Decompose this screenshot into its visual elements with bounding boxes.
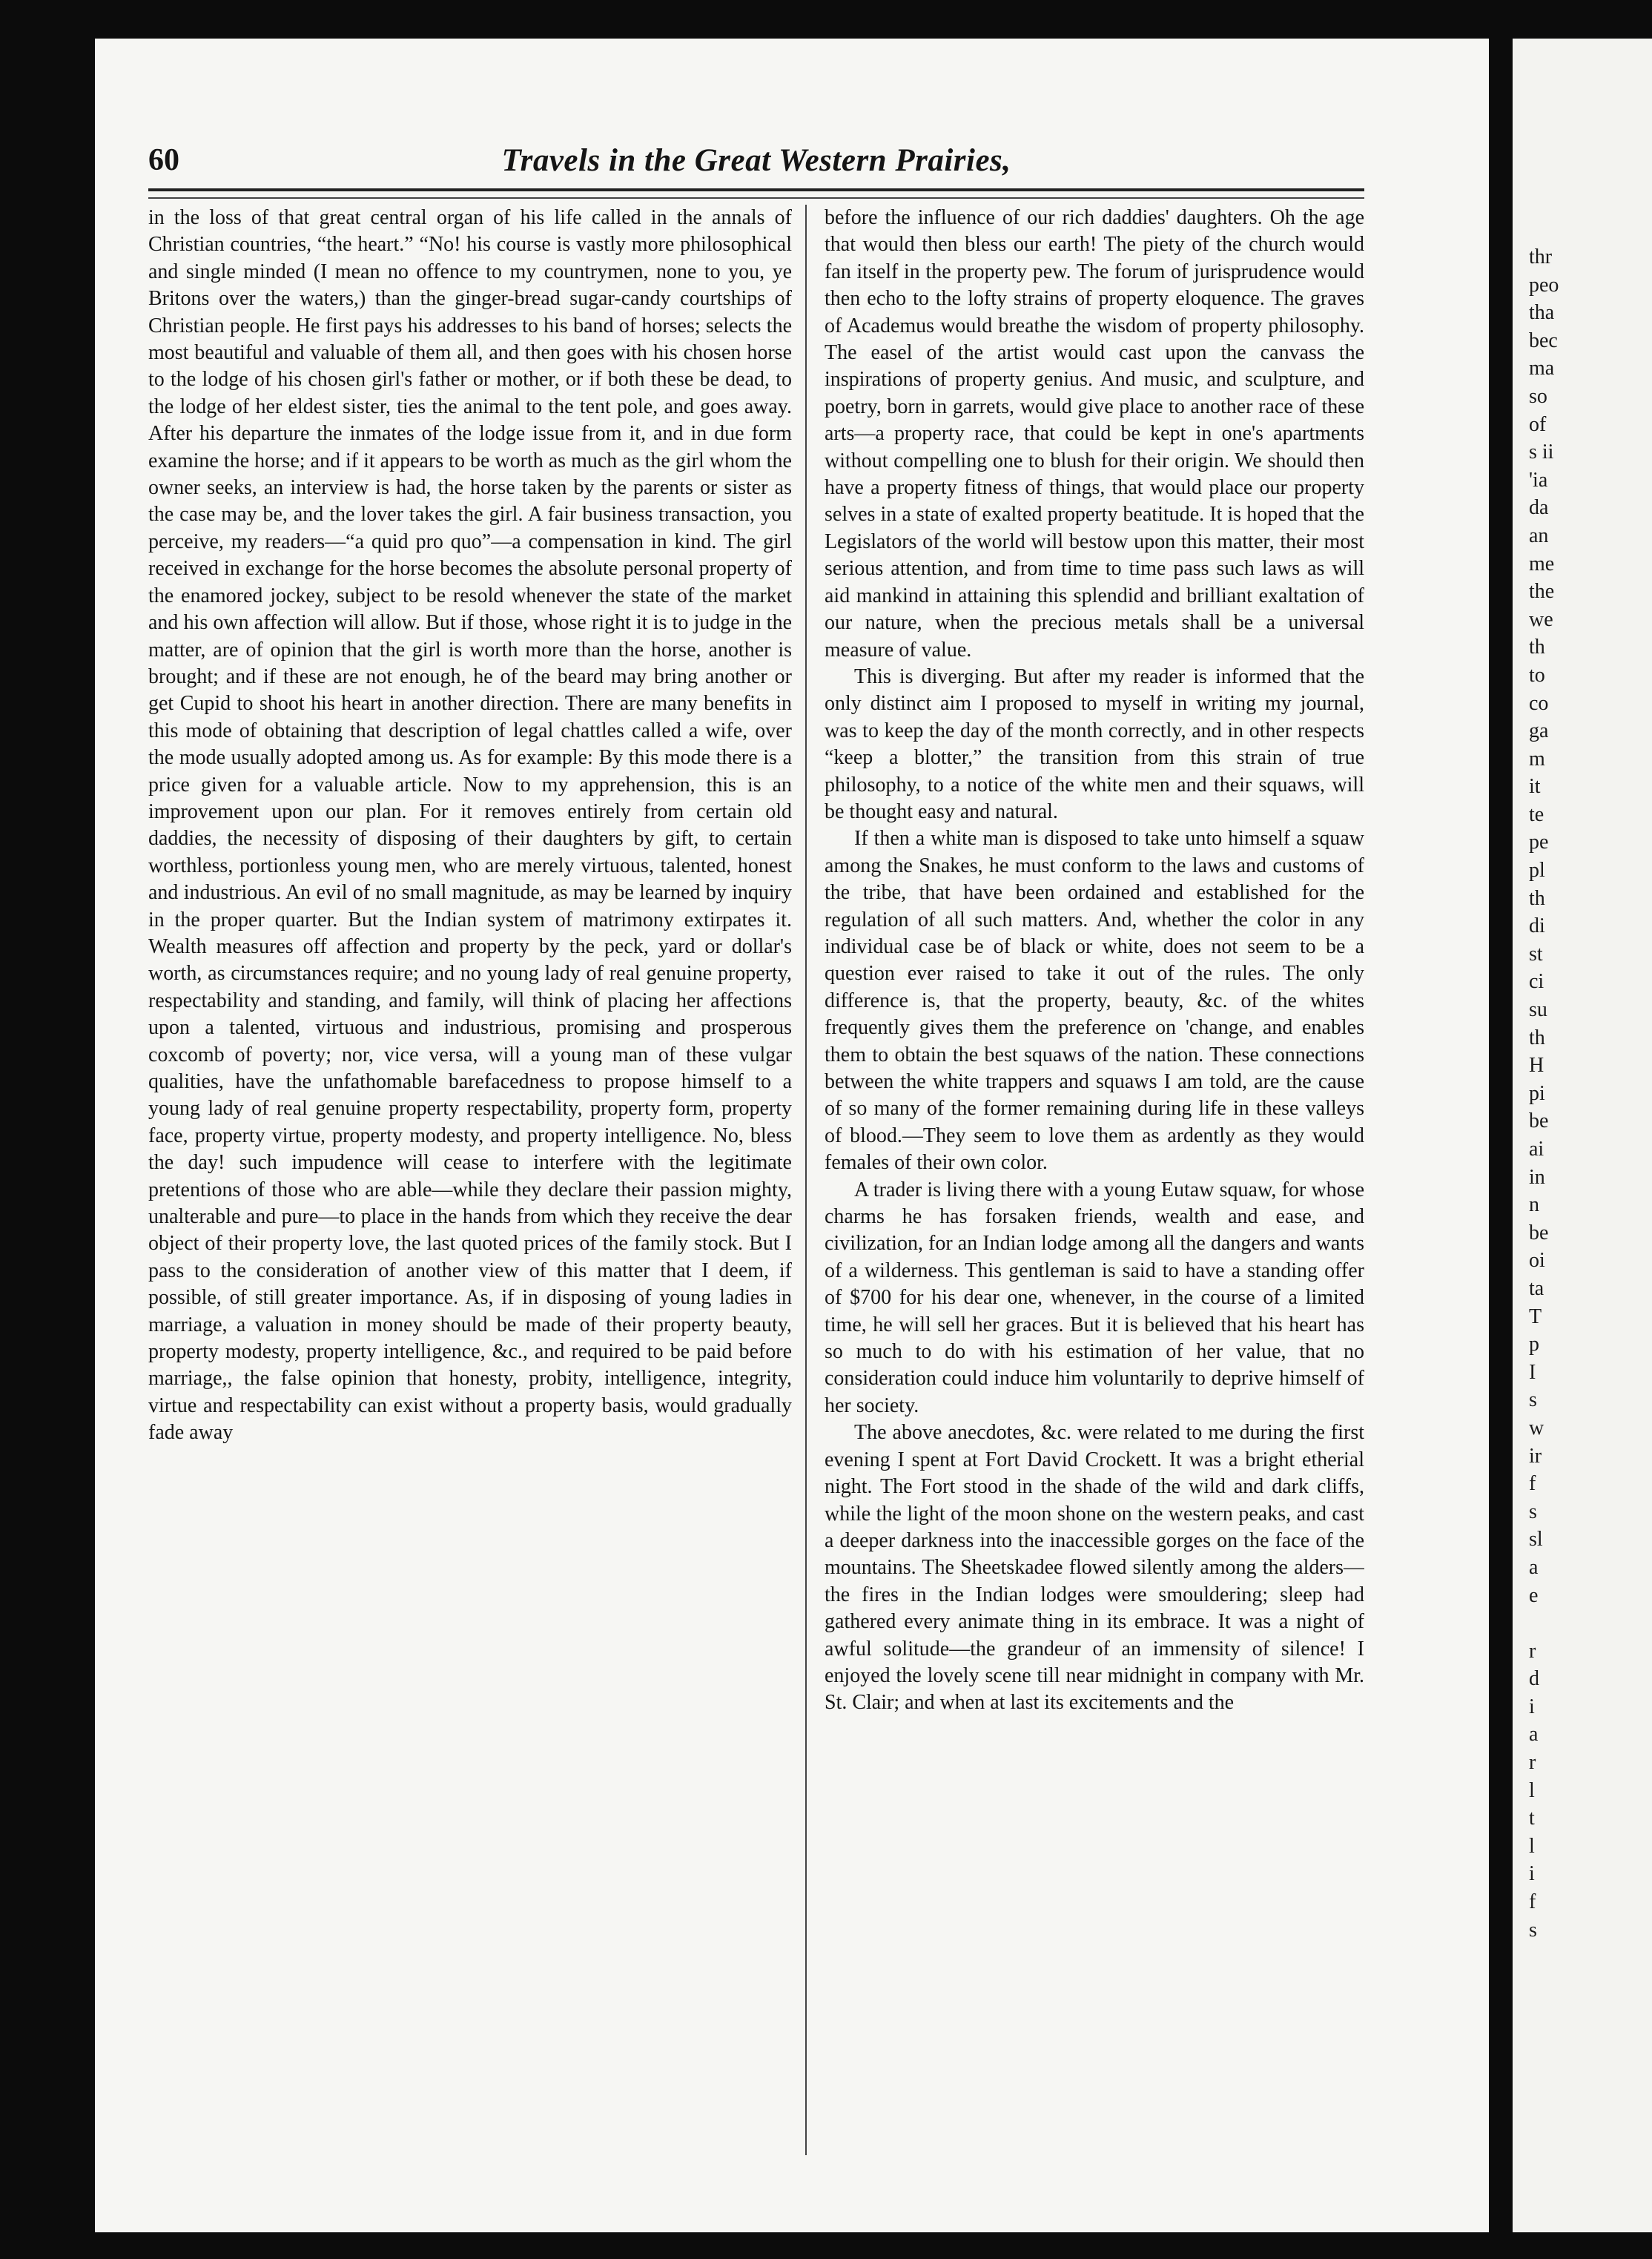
adjacent-page-fragment: co [1529,691,1549,715]
adjacent-page-fragment: ga [1529,719,1549,743]
adjacent-page-fragment: e [1529,1583,1539,1607]
adjacent-page-fragment: be [1529,1109,1549,1133]
adjacent-page-fragment: pe [1529,831,1549,854]
adjacent-page-fragment: me [1529,552,1555,576]
adjacent-page-fragment: r [1529,1751,1536,1775]
adjacent-page-fragment: a [1529,1555,1539,1579]
adjacent-page-fragment: it [1529,775,1541,799]
adjacent-page-fragment: an [1529,524,1549,547]
right-column [825,205,1364,2163]
adjacent-page-fragment: t [1529,1807,1535,1830]
adjacent-page-fragment: s [1529,1388,1537,1412]
left-column [148,205,792,2163]
adjacent-page-fragment: su [1529,998,1547,1022]
adjacent-page-fragment: H [1529,1054,1544,1078]
adjacent-page-fragment: m [1529,747,1545,771]
adjacent-page-fragment: r [1529,1639,1536,1663]
adjacent-page-fragment: th [1529,1026,1545,1049]
paragraph: The above anecdotes, &c. were related to me during the first evening I spent at Fort David Crockett. It was a bright etherial night. The Fort stood in the shade of the wild and dark cliffs, while the light of the moon shone on the western peaks, and cast a deeper darkness into the inaccessible gorges on the face of the mountains. The Sheetskadee flowed silently among the alders—the fires in the Indian lodges were smouldering; sleep had gathered every animate thing in its embrace. It was a night of awful solitude—the grandeur of an immensity of silence! I enjoyed the lovely scene till near midnight in company with Mr. St. Clair; and when at last its excitements and the [825,1421,1364,1715]
adjacent-page-fragment: a [1529,1723,1539,1747]
adjacent-page-fragment: pl [1529,859,1545,883]
paragraph: in the loss of that great central organ of his life called in the annals of Christian countries, “the heart.” “No! his course is vastly more philosophical and single minded (I mean no offence to my countrymen, none to you, ye Britons over the waters,) than the ginger-bread sugar-candy courtships of Christian people. He first pays his addresses to his band of horses; selects the most beautiful and valuable of them all, and then goes with his chosen horse to the lodge of his chosen girl's father or mother, or if both these be dead, to the lodge of her eldest sister, ties the animal to the tent pole, and goes away. After his departure the inmates of the lodge issue from it, and in due form examine the horse; and if it appears to be worth as much as the girl whom the owner seeks, an interview is had, the horse taken by the parents or sister as the case may be, and the lover takes the girl. A fair business transaction, you perceive, my readers—“a quid pro quo”—a compensation in kind. The girl received in exchange for the horse becomes the absolute personal property of the enamored jockey, subject to be resold whenever the state of the market and his own affection will allow. But if those, whose right it is to judge in the matter, are of opinion that the girl is worth more than the horse, another is brought; and if these are not enough, he of the beard may bring another or get Cupid to shoot his heart in another direction. There are many benefits in this mode of obtaining that description of legal chattles called a wife, over the mode usually adopted among us. As for example: By this mode there is a price given for a valuable article. Now to my apprehension, this is an improvement upon our plan. For it removes entirely from certain old daddies, the necessity of disposing of their daughters by gift, to certain worthless, portionless young men, who are merely virtuous, talented, honest and industrious. An evil of no small magnitude, as may be learned by inquiry in the proper quarter. But the Indian system of matrimony extirpates it. Wealth measures off affection and property by the peck, yard or dollar's worth, as circumstances require; and no young lady of real genuine property, respectability and standing, and family, will think of placing her affections upon a talented, virtuous and industrious, promising and prosperous coxcomb of poverty; nor, vice versa, will a young man of these vulgar qualities, have the unfathomable barefacedness to propose himself to a young lady of real genuine property respectability, property form, property face, property virtue, property modesty, and property intelligence. No, bless the day! such impudence will cease to interfere with the legitimate pretentions of those who are able—while they declare their passion mighty, unalterable and pure—to place in the hands from which they receive the dear object of their property love, the last quoted prices of the family stock. But I pass to the consideration of another view of this matter that I deem, if possible, of still greater importance. As, if in disposing of young ladies in marriage, a valuation in money should be made of their property beauty, property modesty, property intelligence, &c., and required to be paid before marriage,, the false opinion that honesty, probity, intelligence, integrity, virtue and respectability can exist without a property basis, would gradually fade away [148,206,792,1445]
adjacent-page-fragment: w [1529,1416,1544,1440]
header-rule [148,188,1364,199]
adjacent-page-fragment: te [1529,802,1544,826]
adjacent-page-fragment: the [1529,580,1555,604]
page-header [148,142,1364,187]
adjacent-page-fragment: oi [1529,1249,1545,1273]
adjacent-page-fragment: f [1529,1890,1536,1914]
adjacent-page-fragment: s ii [1529,441,1554,464]
adjacent-page-fragment: th [1529,886,1545,910]
adjacent-page-fragment: we [1529,607,1553,631]
adjacent-page-fragment: st [1529,942,1543,966]
adjacent-page-fragment: of [1529,412,1547,436]
adjacent-page-fragment: to [1529,663,1545,687]
adjacent-page-text-fragments [1513,243,1559,1944]
adjacent-page-fragment: f [1529,1472,1536,1496]
paragraph: If then a white man is disposed to take unto himself a squaw among the Snakes, he must conform to the laws and customs of the tribe, that have been ordained and established for the regulation of all such matters. And, whether the color in any individual case be of black or white, does not seem to be a question ever raised to take it out of the rules. The only difference is, that the property, beauty, &c. of the whites frequently gives them the preference on 'change, and enables them to obtain the best squaws of the nation. These connections between the white trappers and squaws I am told, are the cause of so many of the former remaining during life in these valleys of blood.—They seem to love them as ardently as they would females of their own color. [825,827,1364,1175]
adjacent-page-fragment: n [1529,1193,1539,1217]
adjacent-page-fragment: ta [1529,1276,1544,1300]
adjacent-page-fragment: l [1529,1834,1535,1858]
adjacent-page-fragment: 'ia [1529,468,1548,492]
paragraph: before the influence of our rich daddies' daughters. Oh the age that would then bless our earth! The piety of the church would fan itself in the property pew. The forum of jurisprudence would then echo to the lofty strains of property eloquence. The graves of Academus would breathe the wisdom of property philosophy. The easel of the artist would cast upon the canvass the inspirations of property genius. And music, and sculpture, and poetry, born in garrets, would give place to another race of these arts—a property race, that could be kept in one's apartments without compelling one to blush for their origin. We should then have a property fitness of things, that would place our property selves in a state of exalted property beatitude. It is hoped that the Legislators of the world will bestow upon this matter, their most serious attention, and from time to time pass such laws as will aid mankind in attaining this splendid and brilliant exaltation of our nature, when the precious metals shall be a universal measure of value. [825,206,1364,662]
adjacent-page-fragment: th [1529,636,1545,659]
adjacent-page-fragment: ir [1529,1444,1542,1468]
adjacent-page-fragment: ma [1529,357,1555,380]
adjacent-page-fragment: pi [1529,1081,1545,1105]
adjacent-page-fragment: i [1529,1695,1535,1718]
adjacent-page-fragment: I [1529,1360,1536,1384]
adjacent-page-fragment [1513,1609,1559,1638]
adjacent-page-fragment: bec [1529,329,1558,352]
page-number: 60 [148,143,179,177]
paragraph: A trader is living there with a young Eutaw squaw, for whose charms he has forsaken friends, wealth and ease, and civilization, for an Indian lodge among all the dangers and wants of a wilderness. This gentleman is said to have a standing offer of $700 for his dear one, whenever, in the course of a limited time, he will sell her graces. But it is believed that his heart has so much to do with his estimation of her value, that no consideration could induce him voluntarily to deprive himself of her society. [825,1178,1364,1417]
adjacent-page-fragment: i [1529,1862,1535,1886]
paragraph: This is diverging. But after my reader is informed that the only distinct aim I proposed to myself in writing my journal, was to keep the day of the month correctly, and in other respects “keep a blotter,” the transition from this strain of true philosophy, to a notice of the white men and their squaws, will be thought easy and natural. [825,664,1364,823]
column-divider [805,205,807,2155]
adjacent-page-fragment: di [1529,914,1545,938]
adjacent-page-fragment: so [1529,384,1547,408]
adjacent-page-fragment: in [1529,1165,1545,1189]
adjacent-page-fragment: d [1529,1667,1539,1691]
adjacent-page-fragment: T [1529,1305,1542,1328]
adjacent-page-fragment: tha [1529,301,1555,325]
adjacent-page-fragment: l [1529,1778,1535,1802]
adjacent-page-fragment: sl [1529,1528,1543,1551]
adjacent-page-fragment: be [1529,1221,1549,1244]
running-title: Travels in the Great Western Prairies, [501,143,1011,178]
adjacent-page-fragment: thr [1529,245,1553,268]
adjacent-page-fragment: peo [1529,273,1559,297]
adjacent-page-fragment: p [1529,1333,1539,1356]
adjacent-page-fragment: s [1529,1918,1537,1942]
adjacent-page-fragment: s [1529,1500,1537,1523]
adjacent-page-fragment: ai [1529,1138,1544,1161]
adjacent-page-fragment: ci [1529,970,1544,994]
adjacent-page-fragment: da [1529,496,1549,520]
adjacent-page-edge [1513,39,1652,2232]
